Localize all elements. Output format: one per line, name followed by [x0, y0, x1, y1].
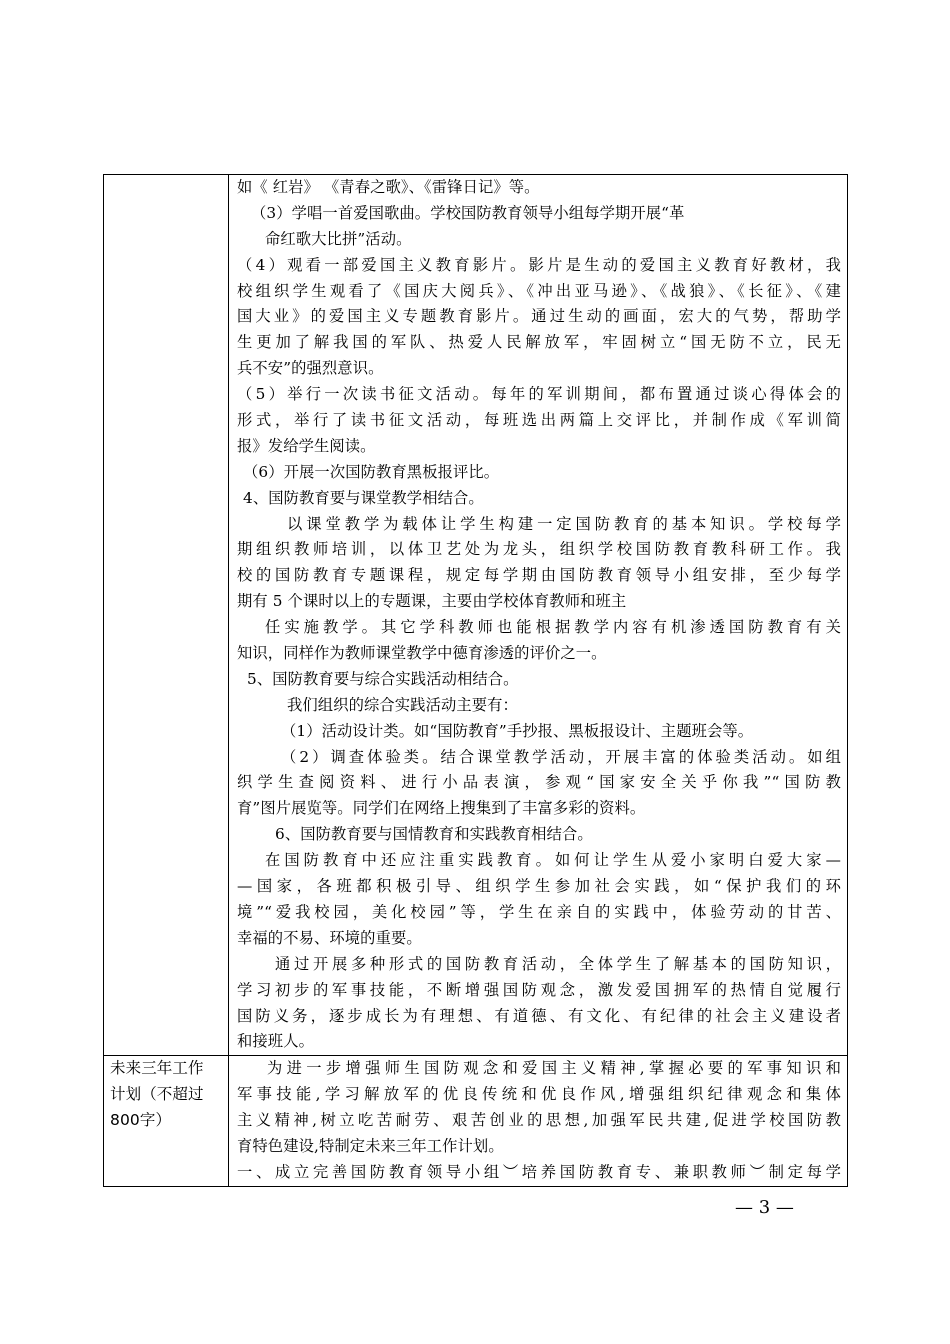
page-number: — 3 — [735, 1197, 794, 1218]
section-heading: 5、国防教育要与综合实践活动相结合。 [247, 669, 519, 688]
plan-label-line: 未来三年工作 [110, 1059, 204, 1078]
paragraph-line: 期组织教师培训，以体卫艺处为龙头，组织学校国防教育教科研工作。我 [237, 540, 841, 559]
plan-label-line: 800字） [110, 1111, 172, 1130]
paragraph-line: 学习初步的军事技能，不断增强国防观念，激发爱国拥军的热情自觉履行 [237, 980, 841, 999]
table-row [104, 1056, 848, 1186]
paragraph-line: 境”“爱我校园，美化校园”等，学生在亲自的实践中，体验劳动的甘苦、 [237, 902, 841, 921]
paragraph-line: 命红歌大比拼”活动。 [265, 229, 412, 248]
paragraph-line: 军事技能,学习解放军的优良传统和优良作风,增强组织纪律观念和集体 [237, 1085, 841, 1104]
section-heading: 4、国防教育要与课堂教学相结合。 [243, 488, 484, 507]
plan-content-cell [229, 1056, 848, 1186]
paragraph-line: 我们组织的综合实践活动主要有： [287, 695, 518, 714]
paragraph-line: 育”图片展览等。同学们在网络上搜集到了丰富多彩的资料。 [237, 799, 646, 818]
paragraph-line: 和接班人。 [237, 1032, 314, 1051]
paragraph-line: （5）举行一次读书征文活动。每年的军训期间，都布置通过谈心得体会的 [237, 385, 841, 404]
paragraph-line: （6）开展一次国防教育黑板报评比。 [243, 462, 500, 481]
content-cell [229, 175, 848, 1056]
paragraph-line: 如《 红岩》 《青春之歌》、《雷锋日记》等。 [237, 178, 540, 196]
paragraph-line: （1）活动设计类。如“国防教育”手抄报、黑板报设计、主题班会等。 [281, 721, 754, 740]
document-table [103, 174, 848, 1187]
paragraph-line: 生更加了解我国的军队、热爱人民解放军，牢固树立“国无防不立，民无 [237, 333, 841, 352]
paragraph-line: 形式，举行了读书征文活动，每班选出两篇上交评比，并制作成《军训简 [237, 411, 841, 430]
paragraph-line: 兵不安”的强烈意识。 [237, 359, 384, 378]
paragraph-line: 校的国防教育专题课程，规定每学期由国防教育领导小组安排，至少每学 [237, 566, 841, 585]
paragraph-line: 主义精神,树立吃苦耐劳、艰苦创业的思想,加强军民共建,促进学校国防教 [237, 1111, 841, 1130]
table-row [104, 175, 848, 1056]
paragraph-line: （4）观看一部爱国主义教育影片。影片是生动的爱国主义教育好教材，我 [237, 255, 841, 274]
paragraph-line: 期有 5 个课时以上的专题课，主要由学校体育教师和班主 [237, 592, 627, 611]
paragraph-line: 织学生查阅资料、进行小品表演，参观“国家安全关乎你我”“国防教 [237, 773, 841, 792]
plan-label-line: 计划（不超过 [110, 1085, 204, 1104]
paragraph-line: 国防义务，逐步成长为有理想、有道德、有文化、有纪律的社会主义建设者 [237, 1006, 841, 1025]
paragraph-line: 报》发给学生阅读。 [237, 436, 376, 455]
paragraph-line: 在国防教育中还应注重实践教育。如何让学生从爱小家明白爱大家— [265, 851, 841, 870]
paragraph-line: （2）调查体验类。结合课堂教学活动，开展丰富的体验类活动。如组 [281, 747, 841, 766]
paragraph-line: 校组织学生观看了《国庆大阅兵》、《冲出亚马逊》、《战狼》、《长征》、《建 [237, 281, 841, 300]
plan-label-cell [104, 1056, 229, 1186]
paragraph-line: （3）学唱一首爱国歌曲。学校国防教育领导小组每学期开展“革 [251, 203, 685, 222]
empty-label-cell [104, 175, 229, 1056]
section-heading: 6、国防教育要与国情教育和实践教育相结合。 [275, 825, 593, 844]
paragraph-line: 国大业》的爱国主义专题教育影片。通过生动的画面，宏大的气势，帮助学 [237, 307, 841, 326]
paragraph-line: 任实施教学。其它学科教师也能根据教学内容有机渗透国防教育有关 [265, 618, 841, 637]
paragraph-line: 通过开展多种形式的国防教育活动，全体学生了解基本的国防知识， [275, 954, 841, 973]
paragraph-line: 幸福的不易、环境的重要。 [237, 928, 422, 947]
paragraph-line: 知识，同样作为教师课堂教学中德育渗透的评价之一。 [237, 644, 607, 663]
paragraph-line: 以课堂教学为载体让学生构建一定国防教育的基本知识。学校每学 [287, 514, 841, 533]
paragraph-line: 为进一步增强师生国防观念和爱国主义精神,掌握必要的军事知识和 [267, 1059, 841, 1078]
paragraph-line: 育特色建设,特制定未来三年工作计划。 [237, 1136, 504, 1155]
paragraph-line: —国家，各班都积极引导、组织学生参加社会实践，如“保护我们的环 [237, 877, 841, 896]
paragraph-line: 一、成立完善国防教育领导小组︶培养国防教育专、兼职教师︶制定每学 [237, 1162, 841, 1181]
